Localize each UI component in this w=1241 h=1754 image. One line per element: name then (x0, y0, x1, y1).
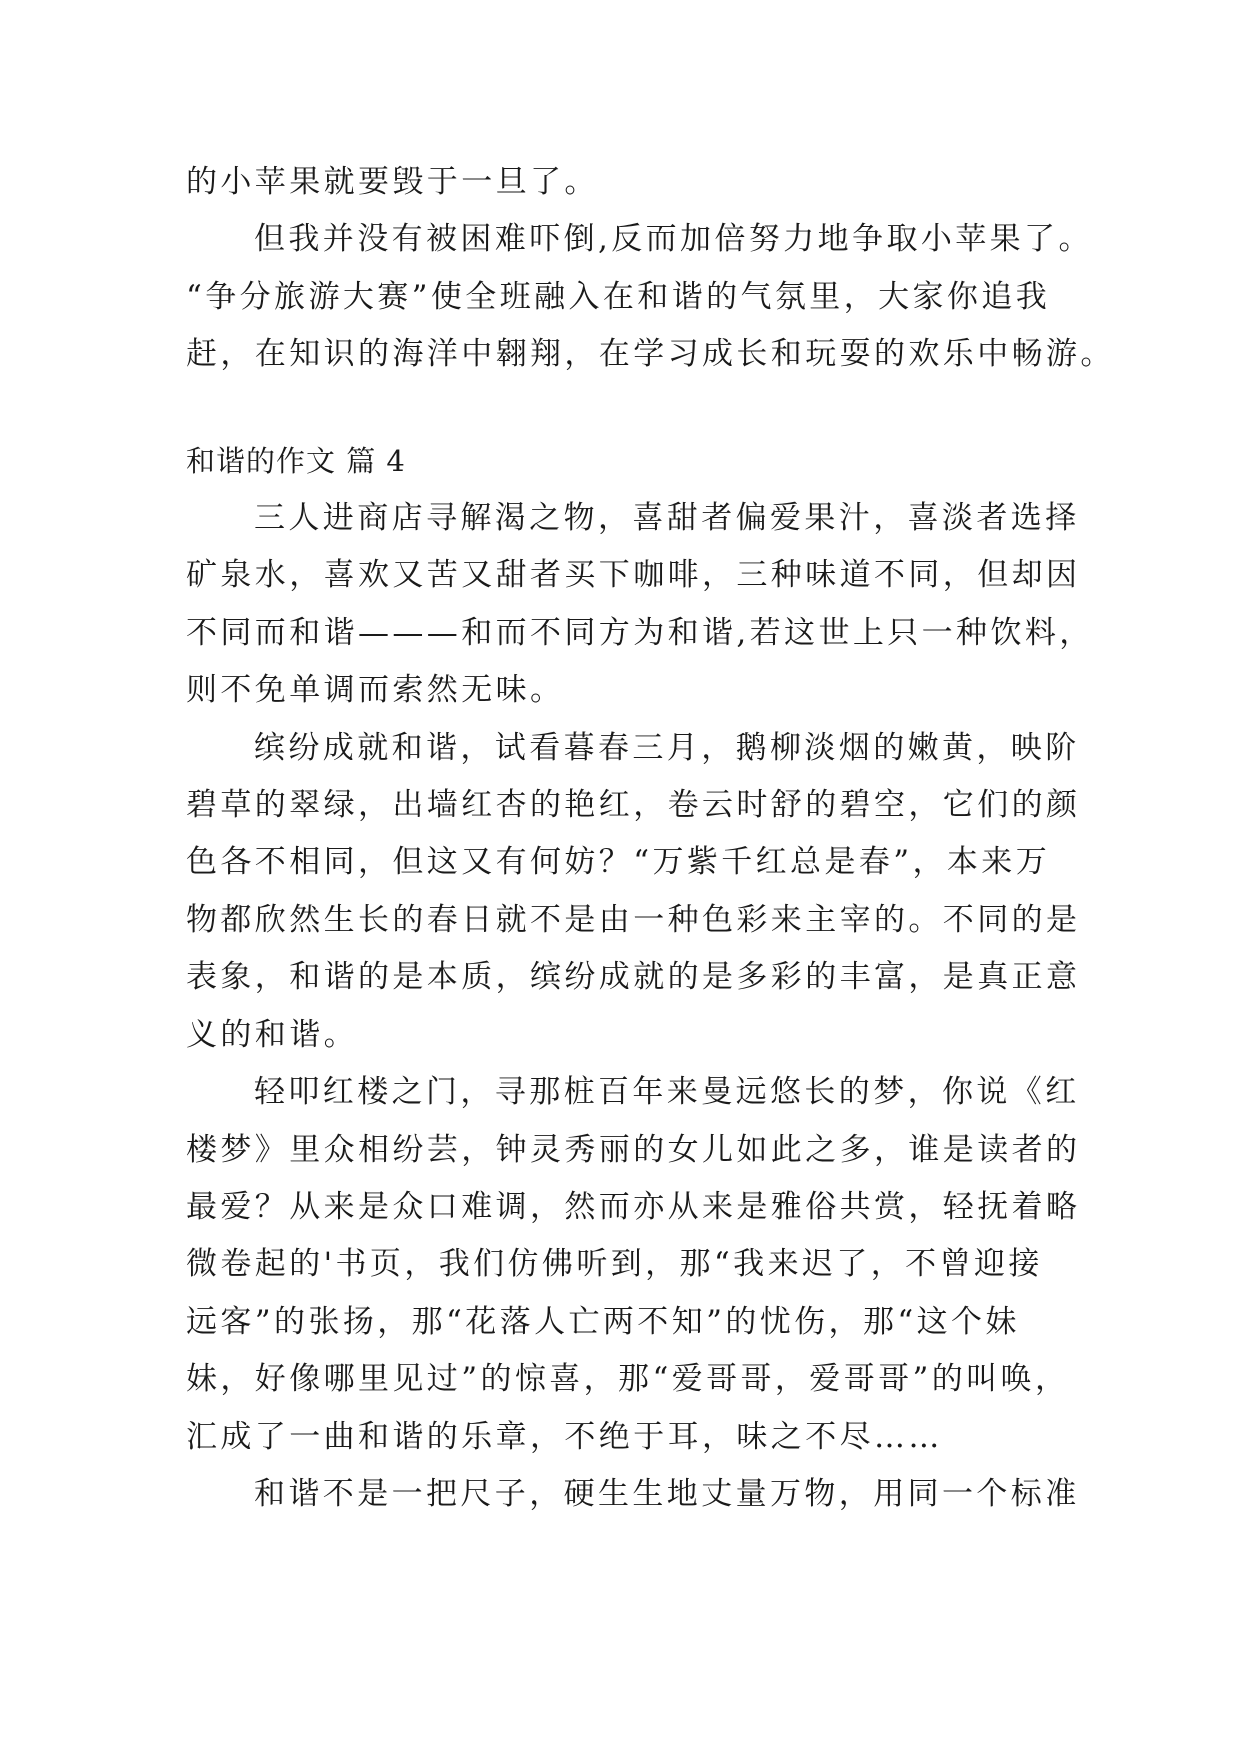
text-line: 则不免单调而索然无味。 (186, 672, 565, 709)
text-line: 三人进商店寻解渴之物，喜甜者偏爱果汁，喜淡者选择 (254, 500, 1080, 537)
text-line: 物都欣然生长的春日就不是由一种色彩来主宰的。不同的是 (186, 901, 1081, 938)
section-title: 和谐的作文 篇 4 (186, 443, 406, 478)
document-page (186, 154, 1115, 1523)
text-line: 矿泉水，喜欢又苦又甜者买下咖啡，三种味道不同，但却因 (186, 557, 1081, 594)
paragraph-effort (186, 211, 1115, 383)
paragraph-red-mansion (186, 1064, 1081, 1466)
text-line: 妹，好像哪里见过”的惊喜，那“爱哥哥，爱哥哥”的叫唤， (186, 1361, 1070, 1398)
text-line: 和谐不是一把尺子，硬生生地丈量万物，用同一个标准 (254, 1475, 1080, 1512)
text-line: “争分旅游大赛”使全班融入在和谐的气氛里，大家你追我 (186, 278, 1051, 315)
text-line: 义的和谐。 (186, 1016, 358, 1053)
text-line: 远客”的张扬，那“花落人亡两不知”的忧伤，那“这个妹 (186, 1303, 1020, 1340)
text-line: 汇成了一曲和谐的乐章，不绝于耳，味之不尽…… (186, 1418, 943, 1455)
section-spacer (186, 384, 1066, 433)
text-line: 色各不相同，但这又有何妨？“万紫千红总是春”，本来万 (186, 844, 1051, 881)
text-line: 轻叩红楼之门，寻那桩百年来曼远悠长的梦，你说《红 (254, 1074, 1080, 1111)
paragraph-colors (186, 720, 1081, 1064)
text-line: 赶，在知识的海洋中翱翔，在学习成长和玩耍的欢乐中畅游。 (186, 336, 1115, 373)
text-line: 缤纷成就和谐，试看暮春三月，鹅柳淡烟的嫩黄，映阶 (254, 729, 1080, 766)
text-line: 碧草的翠绿，出墙红杏的艳红，卷云时舒的碧空，它们的颜 (186, 787, 1081, 824)
text-line: 不同而和谐———和而不同方为和谐,若这世上只一种饮料， (186, 614, 1094, 651)
text-line: 表象，和谐的是本质，缤纷成就的是多彩的丰富，是真正意 (186, 959, 1081, 996)
continuation-paragraph (186, 154, 1066, 211)
paragraph-ruler (186, 1466, 1080, 1523)
text-line: 最爱？从来是众口难调，然而亦从来是雅俗共赏，轻抚着略 (186, 1188, 1081, 1225)
paragraph-drinks (186, 490, 1094, 720)
text-line: 楼梦》里众相纷芸，钟灵秀丽的女儿如此之多，谁是读者的 (186, 1131, 1081, 1168)
text-line: 微卷起的'书页，我们仿佛听到，那“我来迟了，不曾迎接 (186, 1246, 1043, 1283)
text-line: 但我并没有被困难吓倒,反而加倍努力地争取小苹果了。 (254, 221, 1093, 258)
text-line: 的小苹果就要毁于一旦了。 (186, 164, 599, 200)
